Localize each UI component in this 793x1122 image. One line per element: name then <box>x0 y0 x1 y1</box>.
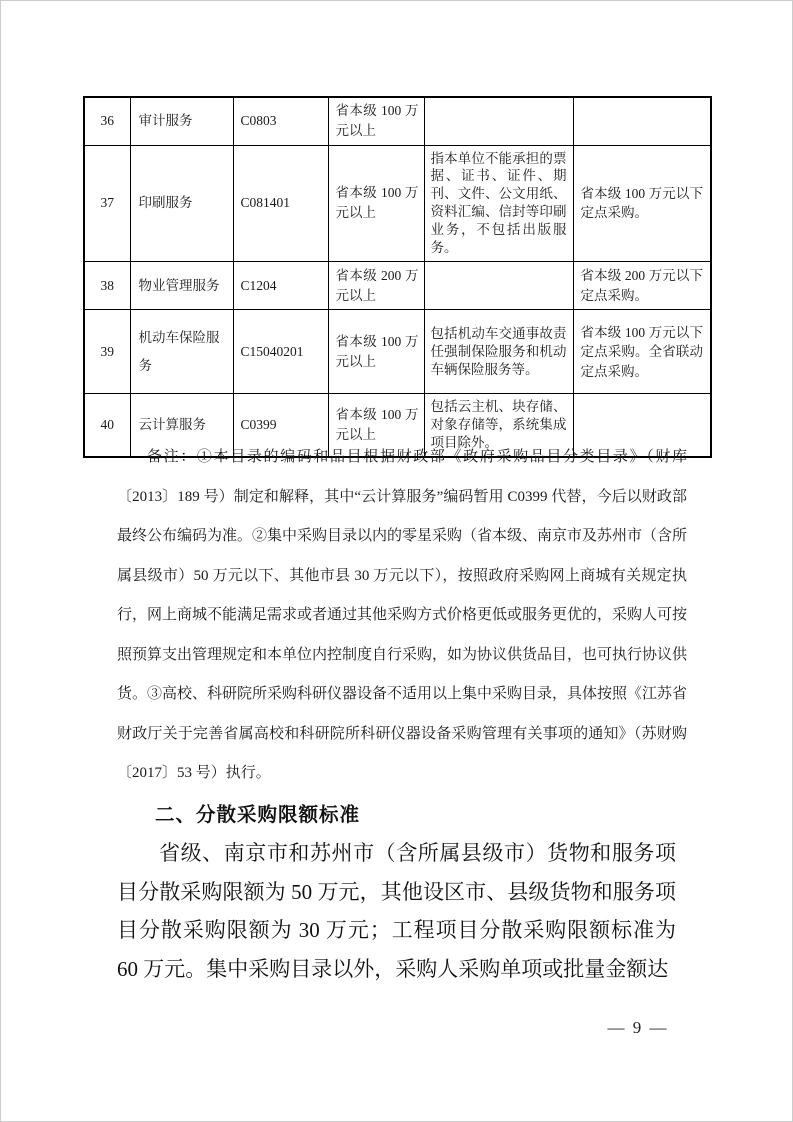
section-heading: 二、分散采购限额标准 <box>155 804 361 826</box>
service-name: 云计算服务 <box>130 394 233 457</box>
service-code: C0399 <box>233 394 328 457</box>
row-number: 36 <box>84 97 130 145</box>
description-cell: 指本单位不能承担的票据、证书、证件、期刊、文件、公文用纸、资料汇编、信封等印刷业务，不包括出版服务。 <box>424 145 573 262</box>
service-name: 印刷服务 <box>130 145 233 262</box>
table-row <box>84 262 711 310</box>
table-row <box>84 97 711 145</box>
service-code: C15040201 <box>233 310 328 394</box>
description-cell: 包括云主机、块存储、对象存储等，系统集成项目除外。 <box>424 394 573 457</box>
description-cell <box>424 97 573 145</box>
description-cell <box>424 262 573 310</box>
row-number: 37 <box>84 145 130 262</box>
notes-paragraph: 备注：①本目录的编码和品目根据财政部《政府采购品目分类目录》（财库〔2013〕189 号）制定和解释，其中“云计算服务”编码暂用 C0399 代替，今后以财政部最终公布编码为准。②集中采购目录以内的零星采购（省本级、南京市及苏州市（含所属县级市）50 万元以下、其他市县 30 万元以下），按照政府采购网上商城有关规定执行，网上商城不能满足需求或者通过其他采购方式价格更低或服务更优的，采购人可按照预算支出管理规定和本单位内控制度自行采购，如为协议供货品目，也可执行协议供货。③高校、科研院所采购科研仪器设备不适用以上集中采购目录，具体按照《江苏省财政厅关于完善省属高校和科研院所科研仪器设备采购管理有关事项的通知》（苏财购〔2017〕53 号）执行。 <box>117 449 688 781</box>
service-name: 物业管理服务 <box>130 262 233 310</box>
page-number: — 9 — <box>607 1018 669 1037</box>
service-code: C1204 <box>233 262 328 310</box>
note-cell: 省本级 200 万元以下定点采购。 <box>573 262 711 310</box>
service-code: C081401 <box>233 145 328 262</box>
row-number: 40 <box>84 394 130 457</box>
row-number: 38 <box>84 262 130 310</box>
threshold-cell: 省本级 100 万元以上 <box>328 394 424 457</box>
row-number: 39 <box>84 310 130 394</box>
service-name: 机动车保险服务 <box>130 310 233 394</box>
description-cell: 包括机动车交通事故责任强制保险服务和机动车辆保险服务等。 <box>424 310 573 394</box>
service-code: C0803 <box>233 97 328 145</box>
service-name: 审计服务 <box>130 97 233 145</box>
threshold-cell: 省本级 100 万元以上 <box>328 145 424 262</box>
table-row <box>84 145 711 262</box>
body-paragraph: 省级、南京市和苏州市（含所属县级市）货物和服务项目分散采购限额为 50 万元，其他设区市、县级货物和服务项目分散采购限额为 30 万元；工程项目分散采购限额标准为 60 万元。集中采购目录以外，采购人采购单项或批量金额达 <box>117 841 676 982</box>
threshold-cell: 省本级 100 万元以上 <box>328 310 424 394</box>
threshold-cell: 省本级 100 万元以上 <box>328 97 424 145</box>
note-cell <box>573 97 711 145</box>
note-cell: 省本级 100 万元以下定点采购。 <box>573 145 711 262</box>
table-row <box>84 310 711 394</box>
note-cell: 省本级 100 万元以下定点采购。全省联动定点采购。 <box>573 310 711 394</box>
procurement-catalog-table <box>83 96 712 458</box>
threshold-cell: 省本级 200 万元以上 <box>328 262 424 310</box>
